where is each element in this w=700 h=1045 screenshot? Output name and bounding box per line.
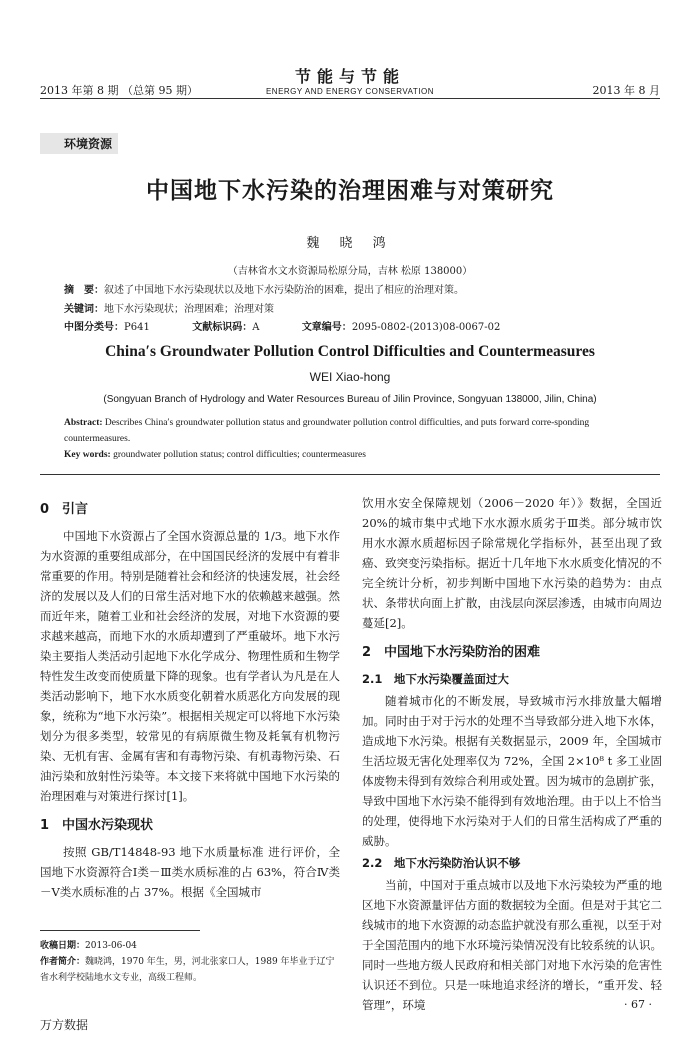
watermark: 万方数据 <box>40 1018 89 1032</box>
paper-title-cn: 中国地下水污染的治理困难与对策研究 <box>146 177 554 204</box>
issue-info: 2013 年第 8 期 （总第 95 期） <box>40 84 198 97</box>
author-bio: 魏晓鸿，1970 年生，男，河北张家口人，1989 年毕业于辽宁省水利学校陆地水文专业，高级工程师。 <box>40 957 335 983</box>
paper-title-en: China′s Groundwater Pollution Control Difficulties and Countermeasures <box>105 343 595 360</box>
paragraph-intro: 中国地下水资源占了全国水资源总量的 1/3。地下水作为水资源的重要组成部分，在中国国民经济的发展中有着非常重要的作用。特别是随着社会和经济的快速发展，社会经济的发展以及人们的日常生活对地下水的依赖越来越强。然而近年来，随着工业和社会经济的发展，对地下水资源的要求越来越高，而地下水的水质却遭到了严重破坏。地下水污染主要指人类活动引起地下水化学成分、物理性质和生物学特性发生改变而使质量下降的现象。也有学者认为凡是在人类活动影响下，地下水水质变化朝着水质恶化方向发展的现象，统称为“地下水污染”。根据相关规定可以将地下水污染划分为很多类型，较常见的有病原微生物及耗氧有机物污染、无机有害、金属有害和有毒物污染、有机毒物污染、石油污染和放射性污染等。本文接下来将就中国地下水污染的治理困难与对策进行探讨[1]。 <box>40 529 340 803</box>
affiliation-en: (Songyuan Branch of Hydrology and Water Resources Bureau of Jilin Province, Songyuan 138000, Jilin, China) <box>103 394 597 405</box>
abstract-en-label: Abstract: <box>64 418 103 428</box>
keywords-cn <box>64 300 274 315</box>
abstract-en-text: Describes China′s groundwater pollution status and groundwater pollution control difficulties, and puts forward corre-sponding countermeasures. <box>64 418 590 444</box>
received-date: 2013-06-04 <box>85 941 137 951</box>
issue-date: 2013 年 8 月 <box>592 84 660 97</box>
header-rule <box>40 98 660 99</box>
subsection-heading-2-2: 2.2 地下水污染防治认识不够 <box>362 856 521 870</box>
journal-title-cn: 节能与节能 <box>294 67 405 86</box>
author-cn: 魏 晓 鸿 <box>306 236 394 251</box>
left-column <box>40 494 340 902</box>
article-no-value: 2095-0802-(2013)08-0067-02 <box>351 322 501 333</box>
paragraph-coverage: 随着城市化的不断发展，导致城市污水排放量大幅增加。同时由于对于污水的处理不当导致部分进入地下水体，造成地下水污染。根据有关数据显示，2009 年，全国城市生活垃圾无害化处理率仅为 72%，全国 2×10⁸ t 多工业固体废物未得到有效综合利用或处置。因为城市的急剧扩张，导致中国地下水污染不能得到有效地治理。由于以上不恰当的处理，使得地下水污染对于人们的日常生活构成了严重的威胁。 <box>362 694 662 848</box>
section-heading-1: 1 中国水污染现状 <box>40 818 154 833</box>
doc-code-label: 文献标识码： <box>192 322 253 333</box>
classification-line <box>64 318 500 333</box>
paragraph-awareness: 当前，中国对于重点城市以及地下水污染较为严重的地区地下水资源量评估方面的数据较为全面。但是对于其它二线城市的地下水资源的动态监护就没有那么重视，以至于对于全国范围内的地下水环境污染情况没有比较系统的认识。同时一些地方级人民政府和相关部门对地下水污染的危害性认识还不到位。只是一味地追求经济的增长，“重开发、轻管理”，环境 <box>362 878 662 1012</box>
keywords-en-text: groundwater pollution status; control difficulties; countermeasures <box>113 450 366 460</box>
received-label: 收稿日期： <box>40 941 86 951</box>
keywords-en-label: Key words: <box>64 450 111 460</box>
abstract-cn-text: 叙述了中国地下水污染现状以及地下水污染防治的困难，提出了相应的治理对策。 <box>104 285 464 296</box>
bio-label: 作者简介： <box>40 957 86 967</box>
clc-value: P641 <box>124 322 150 333</box>
doc-code-value: A <box>252 322 260 333</box>
section-heading-0: 0 引言 <box>40 502 89 517</box>
footnote-rule <box>40 930 200 931</box>
page-number: · 67 · <box>624 998 652 1011</box>
abstract-cn <box>64 281 464 296</box>
footnote <box>40 938 340 986</box>
affiliation-cn: （吉林省水文水资源局松原分局，吉林 松原 138000） <box>227 266 473 277</box>
clc-label: 中图分类号： <box>64 322 124 333</box>
author-en: WEI Xiao-hong <box>309 370 391 384</box>
subsection-heading-2-1: 2.1 地下水污染覆盖面过大 <box>362 672 509 686</box>
keywords-cn-label: 关键词： <box>64 304 104 315</box>
section-tag: 环境资源 <box>40 133 118 154</box>
abstract-cn-label: 摘 要： <box>64 285 104 296</box>
journal-title-en: ENERGY AND ENERGY CONSERVATION <box>265 87 435 96</box>
paragraph-status: 按照 GB/T14848-93 地下水质量标准 进行评价，全国地下水资源符合Ⅰ类－Ⅲ类水质标准的占 63%，符合Ⅳ类－Ⅴ类水质标准的占 37%。根据《全国城市 <box>40 845 340 899</box>
abstract-en <box>64 415 644 463</box>
article-no-label: 文章编号： <box>301 322 352 333</box>
right-column <box>362 493 662 1015</box>
paragraph-status-cont: 饮用水安全保障规划（2006－2020 年）》数据，全国近 20%的城市集中式地下水水源水质劣于Ⅲ类。部分城市饮用水水源水质超标因子除常规化学指标外，甚至出现了致癌、致突变污染指标。据近十几年地下水水质变化情况的不完全统计分析，初步判断中国地下水污染的趋势为：由点状、条带状向面上扩散，由浅层向深层渗透，由城市向周边蔓延[2]。 <box>362 496 662 630</box>
body-rule <box>40 474 660 475</box>
keywords-cn-text: 地下水污染现状；治理困难；治理对策 <box>104 304 274 315</box>
section-heading-2: 2 中国地下水污染防治的困难 <box>362 645 541 660</box>
